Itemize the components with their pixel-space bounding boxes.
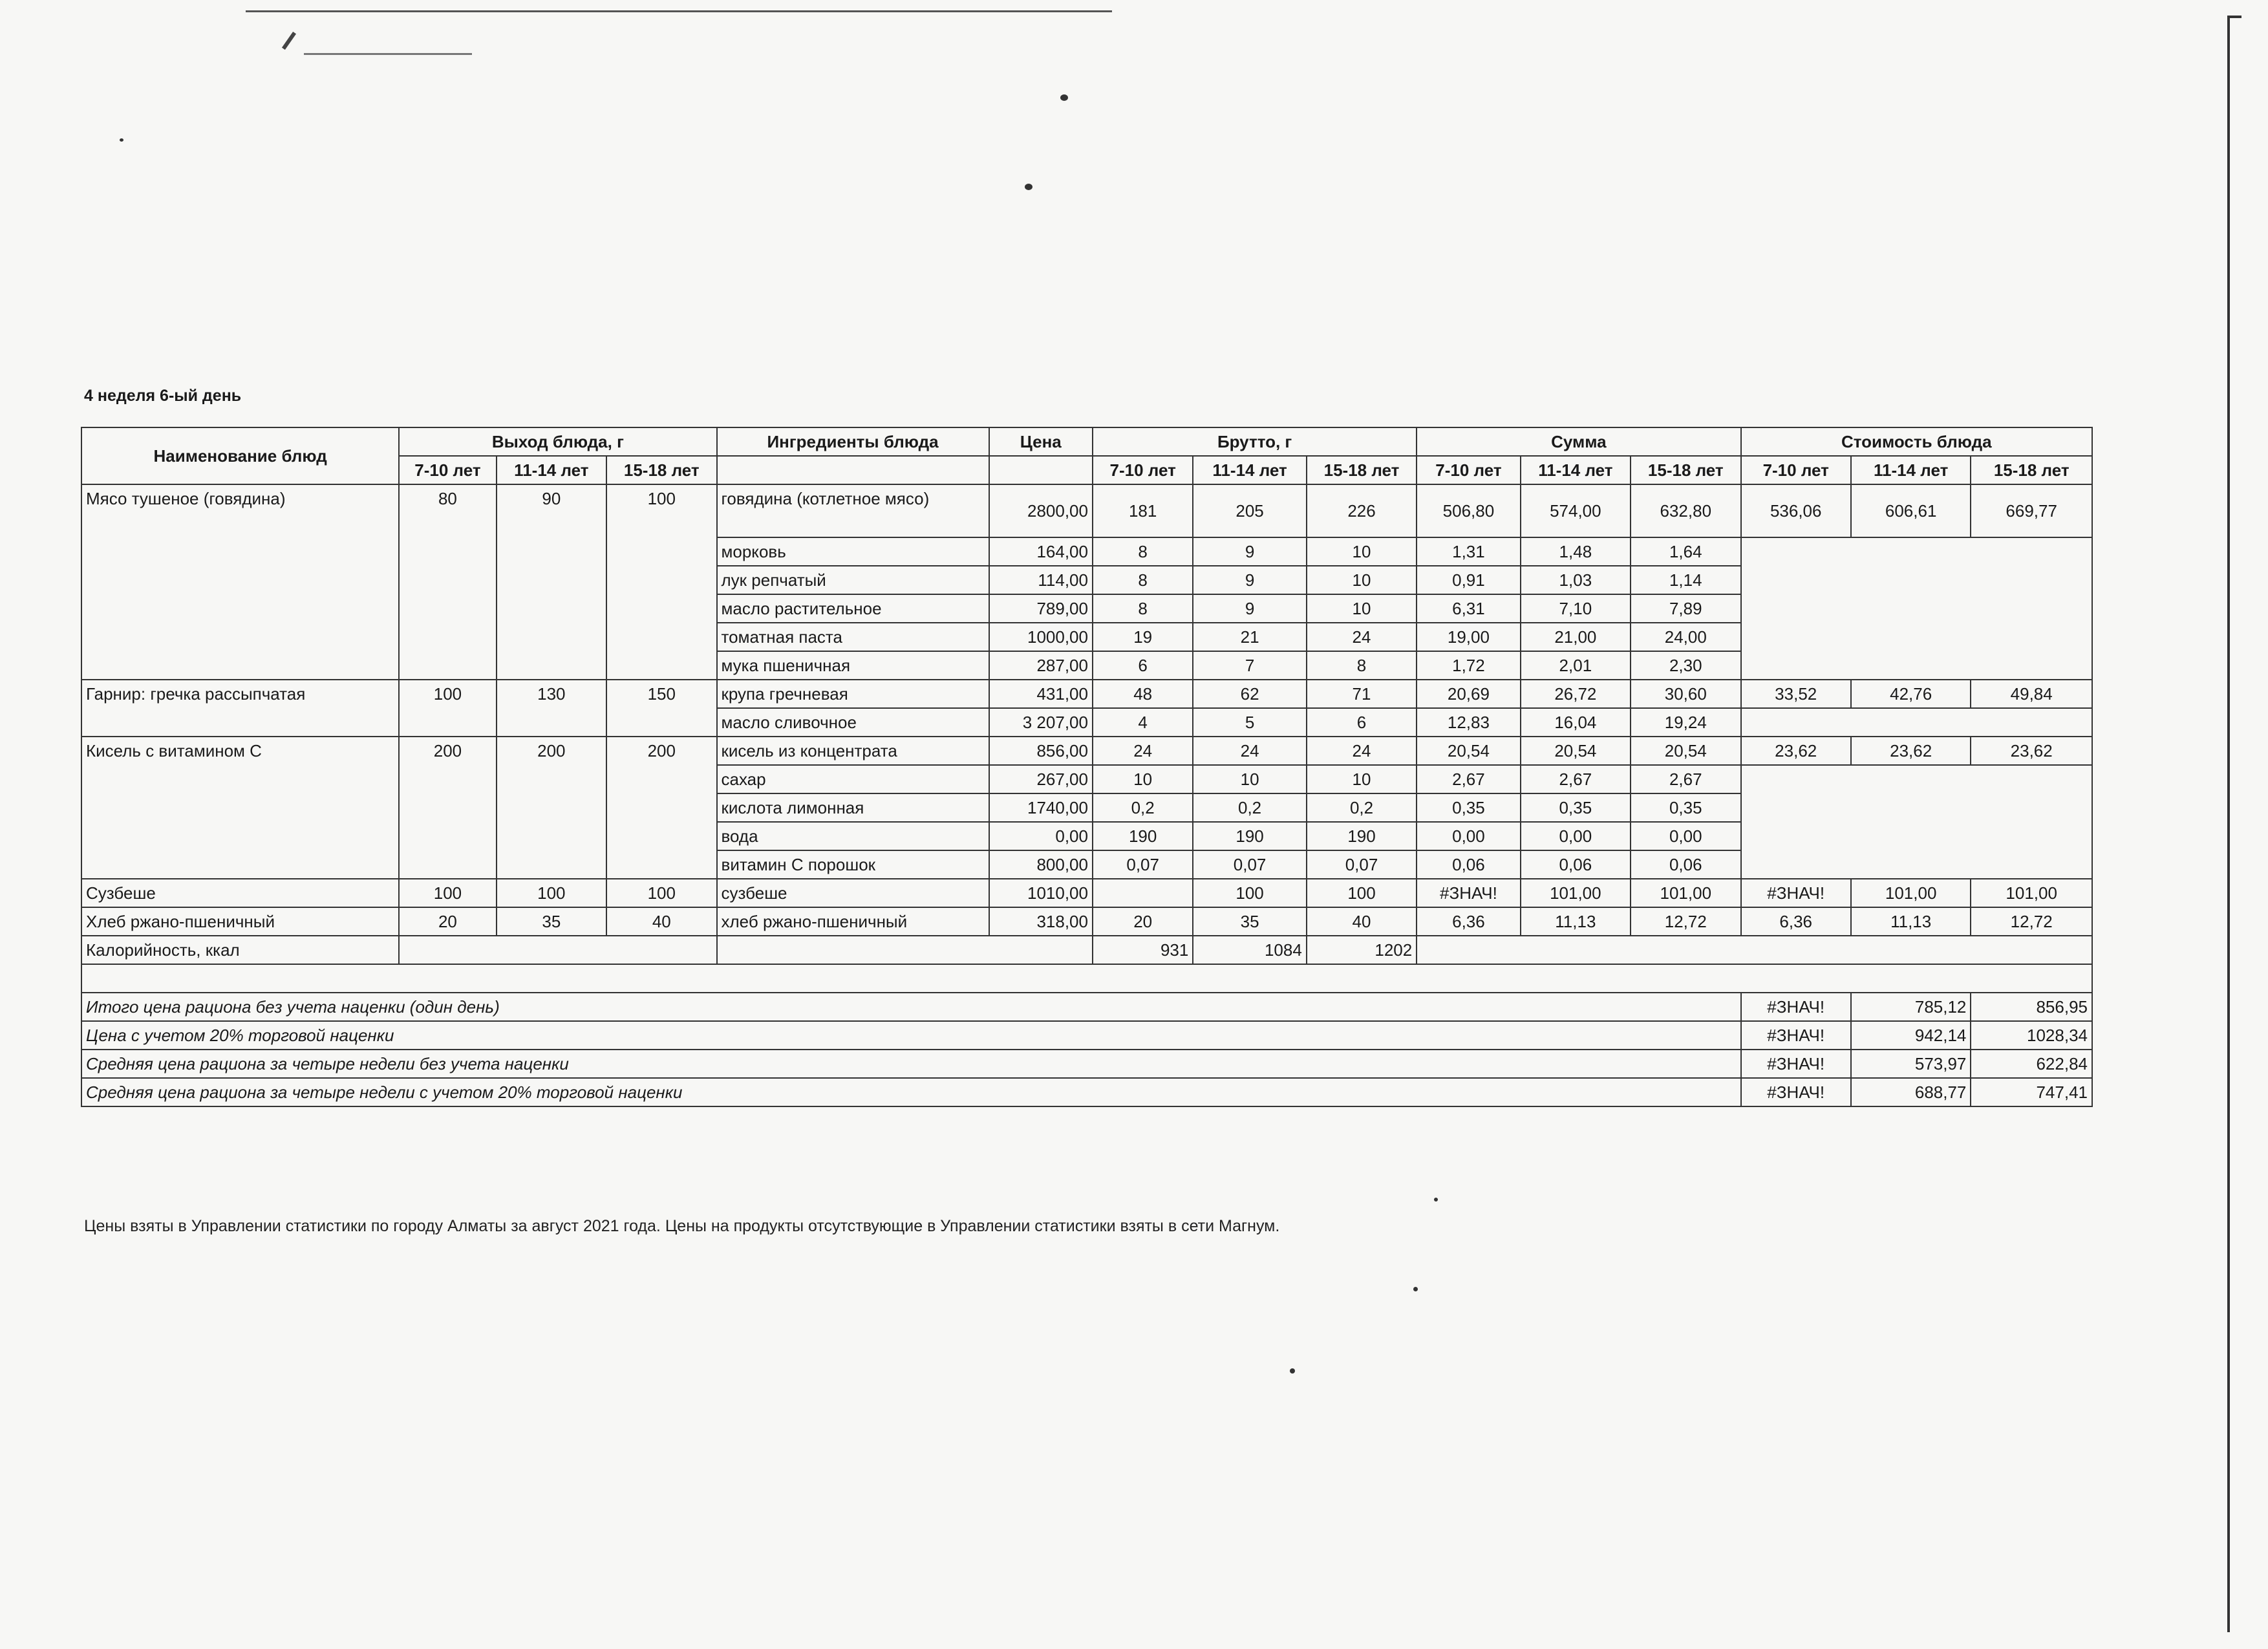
sum-value: 21,00 [1521, 623, 1631, 651]
gross-value: 226 [1307, 484, 1417, 537]
sum-value: 632,80 [1631, 484, 1740, 537]
cost-value: 536,06 [1741, 484, 1851, 537]
gross-value: 10 [1093, 765, 1193, 793]
sum-value: 11,13 [1521, 907, 1631, 936]
yield-value: 90 [497, 484, 606, 680]
total-row [81, 993, 2092, 1021]
document-title: 4 неделя 6-ый день [84, 387, 242, 405]
gross-value: 10 [1193, 765, 1306, 793]
ingredient-price: 431,00 [989, 680, 1093, 708]
gross-value [1093, 879, 1193, 907]
ingredient-price: 2800,00 [989, 484, 1093, 537]
gross-value: 0,07 [1093, 850, 1193, 879]
cost-blank [1741, 537, 2093, 680]
cost-blank [1741, 708, 2093, 737]
age-7-10: 7-10 лет [1741, 456, 1851, 484]
calories-value: 1084 [1193, 936, 1306, 964]
gross-value: 190 [1093, 822, 1193, 850]
gross-value: 5 [1193, 708, 1306, 737]
sum-value: 19,24 [1631, 708, 1740, 737]
cost-value: 101,00 [1971, 879, 2092, 907]
cost-value: 101,00 [1851, 879, 1971, 907]
total-label: Цена с учетом 20% торговой наценки [81, 1021, 1741, 1050]
ingredient-name: масло растительное [717, 594, 989, 623]
ingredient-price: 1000,00 [989, 623, 1093, 651]
gross-value: 48 [1093, 680, 1193, 708]
ingredient-price: 287,00 [989, 651, 1093, 680]
total-value: 573,97 [1851, 1050, 1971, 1078]
sum-value: 0,35 [1521, 793, 1631, 822]
total-label: Средняя цена рациона за четыре недели без учета наценки [81, 1050, 1741, 1078]
ingredient-price: 3 207,00 [989, 708, 1093, 737]
sum-value: 0,06 [1521, 850, 1631, 879]
sum-value: 0,06 [1417, 850, 1520, 879]
speck [1025, 184, 1032, 190]
cost-value: 42,76 [1851, 680, 1971, 708]
cost-value: 6,36 [1741, 907, 1851, 936]
spacer-cell [81, 964, 2092, 993]
gross-value: 0,07 [1193, 850, 1306, 879]
age-15-18: 15-18 лет [1631, 456, 1740, 484]
total-value: 747,41 [1971, 1078, 2092, 1106]
ingredient-price: 789,00 [989, 594, 1093, 623]
header-sum: Сумма [1417, 427, 1740, 456]
total-value: #ЗНАЧ! [1741, 1050, 1851, 1078]
sum-value: 6,31 [1417, 594, 1520, 623]
age-11-14: 11-14 лет [1193, 456, 1306, 484]
header-blank [989, 456, 1093, 484]
sum-value: 20,69 [1417, 680, 1520, 708]
cost-value: 23,62 [1851, 737, 1971, 765]
total-label: Итого цена рациона без учета наценки (один день) [81, 993, 1741, 1021]
header-gross: Брутто, г [1093, 427, 1417, 456]
gross-value: 24 [1093, 737, 1193, 765]
scan-edge-line [246, 10, 1112, 12]
sum-value: 2,67 [1521, 765, 1631, 793]
sum-value: 101,00 [1521, 879, 1631, 907]
table-row [81, 879, 2092, 907]
header-dish-cost: Стоимость блюда [1741, 427, 2093, 456]
speck [1413, 1287, 1418, 1291]
yield-value: 200 [399, 737, 496, 879]
yield-value: 150 [606, 680, 716, 737]
yield-value: 100 [399, 680, 496, 737]
ingredient-name: кислота лимонная [717, 793, 989, 822]
scan-frame-corner [2227, 16, 2241, 18]
ingredient-name: говядина (котлетное мясо) [717, 484, 989, 537]
header-yield: Выход блюда, г [399, 427, 716, 456]
cost-value: 23,62 [1971, 737, 2092, 765]
table-row [81, 680, 2092, 708]
ingredient-price: 318,00 [989, 907, 1093, 936]
sum-value: 1,14 [1631, 566, 1740, 594]
age-7-10: 7-10 лет [1417, 456, 1520, 484]
ingredient-name: кисель из концентрата [717, 737, 989, 765]
yield-value: 40 [606, 907, 716, 936]
gross-value: 190 [1307, 822, 1417, 850]
total-row [81, 1078, 2092, 1106]
gross-value: 35 [1193, 907, 1306, 936]
speck [1060, 94, 1068, 101]
age-11-14: 11-14 лет [497, 456, 606, 484]
gross-value: 0,2 [1193, 793, 1306, 822]
cost-value: 49,84 [1971, 680, 2092, 708]
total-value: 688,77 [1851, 1078, 1971, 1106]
ingredient-price: 1740,00 [989, 793, 1093, 822]
gross-value: 19 [1093, 623, 1193, 651]
total-value: 942,14 [1851, 1021, 1971, 1050]
ingredient-price: 164,00 [989, 537, 1093, 566]
sum-value: 2,67 [1417, 765, 1520, 793]
gross-value: 10 [1307, 594, 1417, 623]
sum-value: 19,00 [1417, 623, 1520, 651]
dish-name: Гарнир: гречка рассыпчатая [81, 680, 399, 737]
cost-value: #ЗНАЧ! [1741, 879, 1851, 907]
pen-mark-line [304, 53, 472, 55]
speck [120, 138, 123, 142]
gross-value: 10 [1307, 566, 1417, 594]
cost-blank [1741, 765, 2093, 879]
gross-value: 9 [1193, 566, 1306, 594]
dish-name: Хлеб ржано-пшеничный [81, 907, 399, 936]
sum-value: 12,72 [1631, 907, 1740, 936]
table-row [81, 907, 2092, 936]
speck [1434, 1198, 1438, 1202]
header-price: Цена [989, 427, 1093, 456]
yield-value: 100 [497, 879, 606, 907]
sum-value: 0,06 [1631, 850, 1740, 879]
sum-value: 101,00 [1631, 879, 1740, 907]
sum-value: 30,60 [1631, 680, 1740, 708]
total-value: 856,95 [1971, 993, 2092, 1021]
ingredient-name: томатная паста [717, 623, 989, 651]
dish-name: Кисель с витамином С [81, 737, 399, 879]
cost-value: 23,62 [1741, 737, 1851, 765]
header-dish-name: Наименование блюд [81, 427, 399, 484]
cost-value: 11,13 [1851, 907, 1971, 936]
gross-value: 0,2 [1093, 793, 1193, 822]
gross-value: 10 [1307, 537, 1417, 566]
gross-value: 24 [1193, 737, 1306, 765]
total-row [81, 1021, 2092, 1050]
total-value: 785,12 [1851, 993, 1971, 1021]
sum-value: 7,89 [1631, 594, 1740, 623]
scan-frame-edge [2227, 16, 2230, 1632]
ingredient-name: вода [717, 822, 989, 850]
ingredient-price: 0,00 [989, 822, 1093, 850]
ingredient-name: масло сливочное [717, 708, 989, 737]
age-7-10: 7-10 лет [1093, 456, 1193, 484]
ingredient-price: 267,00 [989, 765, 1093, 793]
gross-value: 0,2 [1307, 793, 1417, 822]
ingredient-name: витамин С порошок [717, 850, 989, 879]
menu-table [81, 427, 2093, 1107]
age-15-18: 15-18 лет [606, 456, 716, 484]
yield-value: 35 [497, 907, 606, 936]
sum-value: 0,35 [1417, 793, 1520, 822]
calories-row [81, 936, 2092, 964]
cost-value: 669,77 [1971, 484, 2092, 537]
calories-value: 1202 [1307, 936, 1417, 964]
dish-name: Мясо тушеное (говядина) [81, 484, 399, 680]
header-ingredients: Ингредиенты блюда [717, 427, 989, 456]
ingredient-name: мука пшеничная [717, 651, 989, 680]
age-15-18: 15-18 лет [1971, 456, 2092, 484]
gross-value: 7 [1193, 651, 1306, 680]
sum-value: 1,64 [1631, 537, 1740, 566]
cost-value: 33,52 [1741, 680, 1851, 708]
calories-label: Калорийность, ккал [81, 936, 399, 964]
gross-value: 205 [1193, 484, 1306, 537]
dish-name: Сузбеше [81, 879, 399, 907]
gross-value: 100 [1193, 879, 1306, 907]
ingredient-name: хлеб ржано-пшеничный [717, 907, 989, 936]
sum-value: 0,00 [1417, 822, 1520, 850]
total-value: #ЗНАЧ! [1741, 1078, 1851, 1106]
sum-value: 16,04 [1521, 708, 1631, 737]
ingredient-name: морковь [717, 537, 989, 566]
gross-value: 9 [1193, 537, 1306, 566]
age-7-10: 7-10 лет [399, 456, 496, 484]
gross-value: 8 [1307, 651, 1417, 680]
gross-value: 24 [1307, 737, 1417, 765]
total-label: Средняя цена рациона за четыре недели с учетом 20% торговой наценки [81, 1078, 1741, 1106]
gross-value: 6 [1307, 708, 1417, 737]
table-row [81, 737, 2092, 765]
calories-value: 931 [1093, 936, 1193, 964]
total-value: #ЗНАЧ! [1741, 993, 1851, 1021]
source-footnote: Цены взяты в Управлении статистики по городу Алматы за август 2021 года. Цены на продукты отсутствующие в Управлении статистики взяты в сети Магнум. [84, 1217, 1280, 1235]
header-blank [717, 456, 989, 484]
sum-value: 1,48 [1521, 537, 1631, 566]
yield-value: 200 [606, 737, 716, 879]
sum-value: 1,03 [1521, 566, 1631, 594]
gross-value: 190 [1193, 822, 1306, 850]
gross-value: 181 [1093, 484, 1193, 537]
sum-value: 1,31 [1417, 537, 1520, 566]
table-row [81, 484, 2092, 537]
sum-value: 506,80 [1417, 484, 1520, 537]
sum-value: 2,30 [1631, 651, 1740, 680]
sum-value: 0,00 [1521, 822, 1631, 850]
speck [1290, 1368, 1295, 1374]
sum-value: 2,01 [1521, 651, 1631, 680]
ingredient-name: сахар [717, 765, 989, 793]
total-row [81, 1050, 2092, 1078]
sum-value: 0,35 [1631, 793, 1740, 822]
gross-value: 10 [1307, 765, 1417, 793]
sum-value: 20,54 [1417, 737, 1520, 765]
gross-value: 40 [1307, 907, 1417, 936]
spacer-row [81, 964, 2092, 993]
sum-value: 1,72 [1417, 651, 1520, 680]
sum-value: 26,72 [1521, 680, 1631, 708]
cost-value: 12,72 [1971, 907, 2092, 936]
sum-value: 20,54 [1631, 737, 1740, 765]
yield-value: 100 [606, 879, 716, 907]
yield-value: 20 [399, 907, 496, 936]
gross-value: 0,07 [1307, 850, 1417, 879]
gross-value: 20 [1093, 907, 1193, 936]
pen-mark [282, 32, 296, 50]
ingredient-price: 800,00 [989, 850, 1093, 879]
yield-value: 80 [399, 484, 496, 680]
gross-value: 4 [1093, 708, 1193, 737]
sum-value: 0,91 [1417, 566, 1520, 594]
sum-value: 6,36 [1417, 907, 1520, 936]
sum-value: 7,10 [1521, 594, 1631, 623]
ingredient-price: 114,00 [989, 566, 1093, 594]
ingredient-name: сузбеше [717, 879, 989, 907]
yield-value: 130 [497, 680, 606, 737]
ingredient-name: крупа гречневая [717, 680, 989, 708]
age-11-14: 11-14 лет [1521, 456, 1631, 484]
sum-value: 24,00 [1631, 623, 1740, 651]
gross-value: 9 [1193, 594, 1306, 623]
yield-value: 100 [606, 484, 716, 680]
cost-value: 606,61 [1851, 484, 1971, 537]
sum-value: 20,54 [1521, 737, 1631, 765]
age-15-18: 15-18 лет [1307, 456, 1417, 484]
sum-value: 12,83 [1417, 708, 1520, 737]
ingredient-price: 1010,00 [989, 879, 1093, 907]
total-value: #ЗНАЧ! [1741, 1021, 1851, 1050]
gross-value: 21 [1193, 623, 1306, 651]
sum-value: #ЗНАЧ! [1417, 879, 1520, 907]
calories-blank [399, 936, 716, 964]
ingredient-price: 856,00 [989, 737, 1093, 765]
gross-value: 8 [1093, 537, 1193, 566]
gross-value: 62 [1193, 680, 1306, 708]
ingredient-name: лук репчатый [717, 566, 989, 594]
total-value: 1028,34 [1971, 1021, 2092, 1050]
gross-value: 24 [1307, 623, 1417, 651]
calories-blank [1417, 936, 2092, 964]
gross-value: 6 [1093, 651, 1193, 680]
calories-blank [717, 936, 1093, 964]
yield-value: 100 [399, 879, 496, 907]
sum-value: 574,00 [1521, 484, 1631, 537]
age-11-14: 11-14 лет [1851, 456, 1971, 484]
gross-value: 8 [1093, 566, 1193, 594]
yield-value: 200 [497, 737, 606, 879]
total-value: 622,84 [1971, 1050, 2092, 1078]
sum-value: 2,67 [1631, 765, 1740, 793]
sum-value: 0,00 [1631, 822, 1740, 850]
gross-value: 71 [1307, 680, 1417, 708]
gross-value: 8 [1093, 594, 1193, 623]
gross-value: 100 [1307, 879, 1417, 907]
